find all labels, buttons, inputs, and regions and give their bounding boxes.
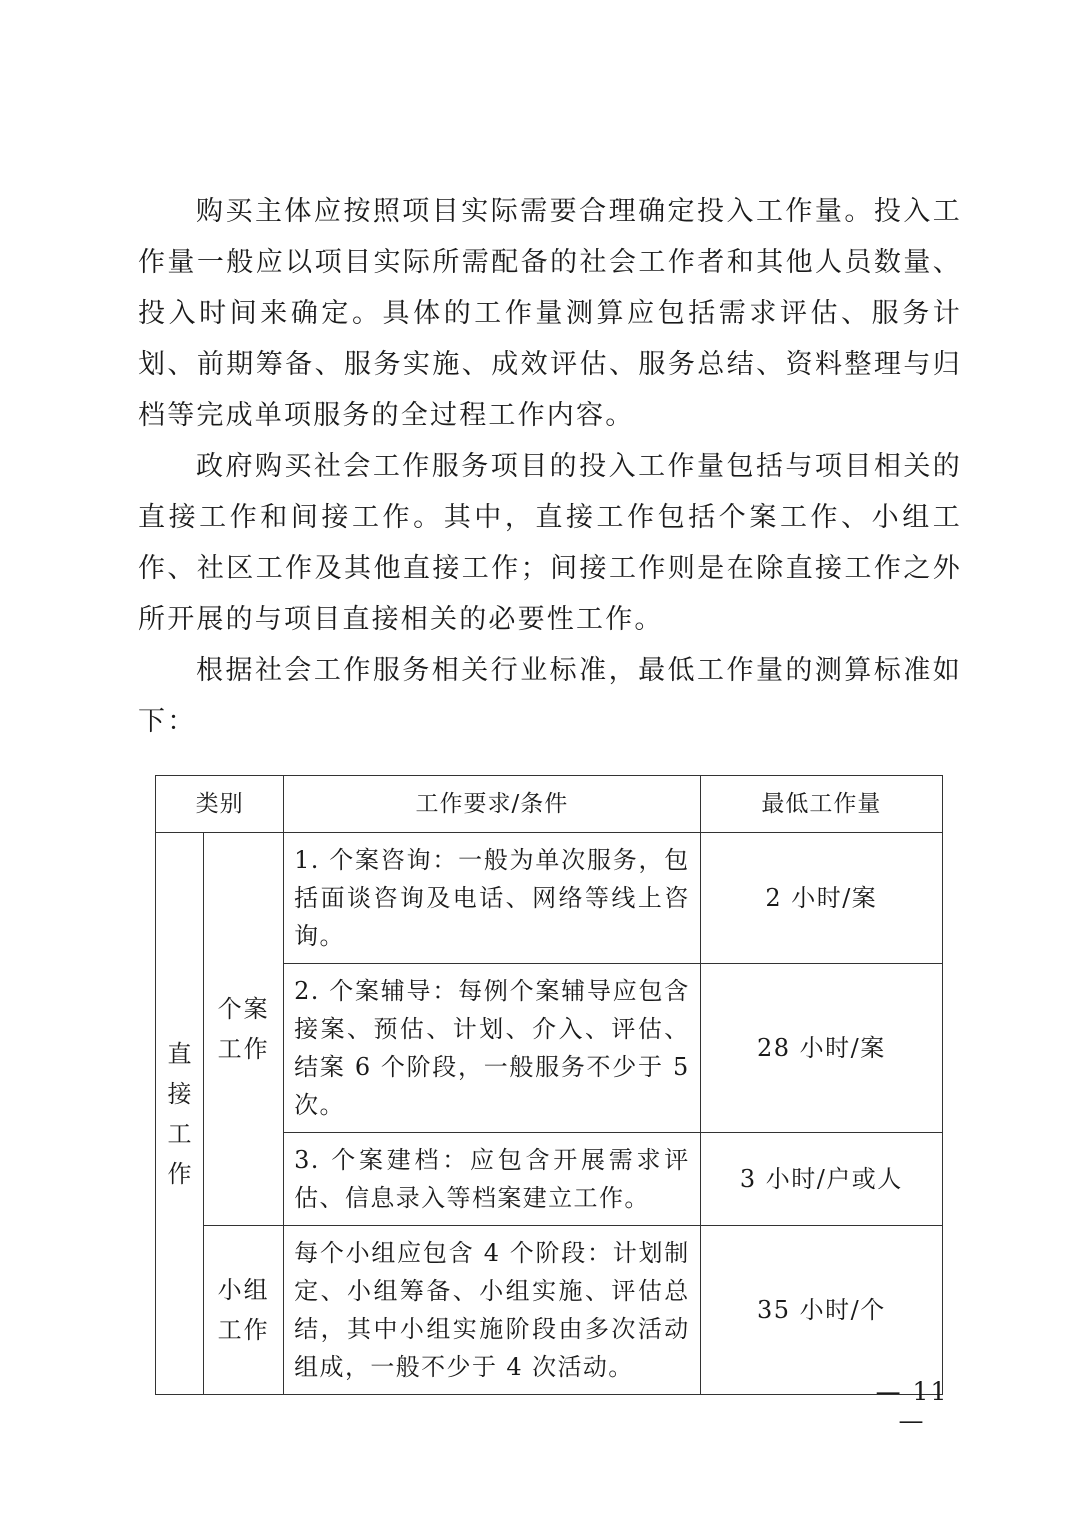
- header-category: 类别: [156, 776, 284, 833]
- category-label: 直接工作: [167, 1039, 192, 1188]
- group-label: 小组工作: [217, 1276, 270, 1344]
- header-requirement: 工作要求/条件: [284, 776, 701, 833]
- paragraph-direct-indirect-work: 政府购买社会工作服务项目的投入工作量包括与项目相关的直接工作和间接工作。其中，直接工作包括个案工作、小组工作、社区工作及其他直接工作；间接工作则是在除直接工作之外所开展的与项目直接相关的必要性工作。: [138, 451, 962, 635]
- minimum-cell: 2 小时/案: [700, 833, 942, 964]
- header-minimum-workload: 最低工作量: [700, 776, 942, 833]
- paragraph-standard-intro: 根据社会工作服务相关行业标准，最低工作量的测算标准如下：: [138, 655, 962, 737]
- body-text: [138, 186, 962, 747]
- page-number: — 11 —: [875, 1377, 949, 1435]
- table-header-row: [156, 776, 943, 833]
- group-cell-groupwork: [204, 1226, 284, 1395]
- table-row: [156, 833, 943, 964]
- requirement-cell: 1. 个案咨询：一般为单次服务，包括面谈咨询及电话、网络等线上咨询。: [284, 833, 701, 964]
- minimum-cell: 28 小时/案: [700, 964, 942, 1133]
- requirement-cell: 每个小组应包含 4 个阶段：计划制定、小组筹备、小组实施、评估总结，其中小组实施阶段由多次活动组成，一般不少于 4 次活动。: [284, 1226, 701, 1395]
- group-cell-casework: [204, 833, 284, 1226]
- paragraph-workload-determination: 购买主体应按照项目实际需要合理确定投入工作量。投入工作量一般应以项目实际所需配备的社会工作者和其他人员数量、投入时间来确定。具体的工作量测算应包括需求评估、服务计划、前期筹备、服务实施、成效评估、服务总结、资料整理与归档等完成单项服务的全过程工作内容。: [138, 196, 962, 431]
- group-label: 个案工作: [217, 995, 270, 1063]
- minimum-workload-table: [155, 775, 943, 1395]
- requirement-cell: 2. 个案辅导：每例个案辅导应包含接案、预估、计划、介入、评估、结案 6 个阶段，一般服务不少于 5 次。: [284, 964, 701, 1133]
- category-cell-direct-work: [156, 833, 204, 1395]
- table-row: [156, 1226, 943, 1395]
- minimum-cell: 35 小时/个: [700, 1226, 942, 1395]
- minimum-cell: 3 小时/户或人: [700, 1133, 942, 1226]
- requirement-cell: 3. 个案建档：应包含开展需求评估、信息录入等档案建立工作。: [284, 1133, 701, 1226]
